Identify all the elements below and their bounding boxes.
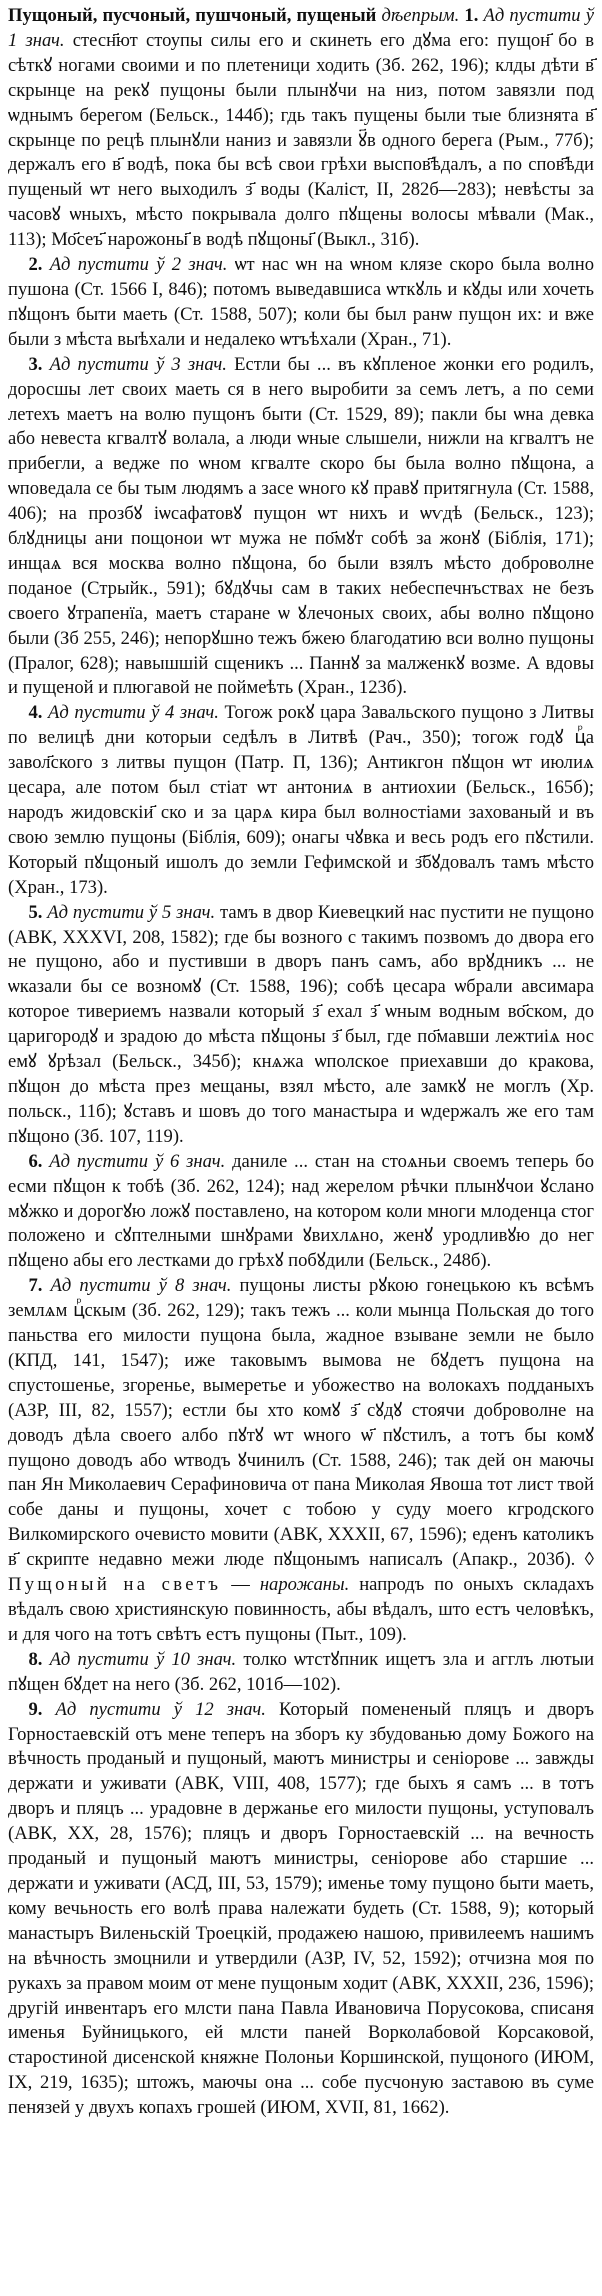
sense-number: 5.: [28, 901, 43, 923]
entry-sense-4: [8, 701, 594, 900]
sense-gloss: Ад пустити: [55, 1698, 161, 1720]
sense-text: толко ѡтстꙋпник ищетъ зла и агглъ лютыи пꙋщен бꙋдет на него (Зб. 262, 101б—102).: [8, 1648, 595, 1695]
sense-text: ѡт нас ѡн на ѡном клязе скоро была волно пушона (Ст. 1566 I, 846); потомъ выведавшиса ѡткꙋль и кꙋды или хочеть пꙋщонъ быти маеть (Ст. 1588, 507); коли бы был ранѡ пущон их: и вже были з мѣста выѣхали и недалеко ѡтъѣхали (Хран., 71).: [8, 254, 595, 350]
sense-reference: ў 2 знач.: [156, 254, 228, 276]
sense-text: Естли бы ... въ кꙋпленое жонки его родилъ, доросшы лет своих маеть ся в него выробити за семъ летъ, а по семи летехъ маетъ на волю пущонъ быти (Ст. 1529, 89); пакли бы ѡна девка або невеста кгвалтꙋ волала, а люди ѡные слышели, нижли на кгвалтъ не прибегли, а ведже по ѡном кгвалте скоро бы была волно пꙋщона, а ѡповедала се бы тым людямъ а засе ѡного кꙋ правꙋ притягнула (Ст. 1588, 406); на прозбꙋ iѡсафатовꙋ пущон ѡт нихъ и ѡѵдѣ (Бельск., 123); блꙋдницы ани пощонои ѡт мужа не по҃мꙋт собѣ за жонꙋ (Бiблiя, 171); инщаѧ вся москва волно пꙋщона, бо были взялъ мѣсто доброволне поданое (Стрыйк., 591); бꙋдꙋчы сам в таких небеспечнъствах не безъ своего ꙋтрапенїа, маетъ старане ѡ ꙋлечоных своих, абы волно пꙋщоно были (Зб 255, 246); непорꙋшно тежъ бжею благодатию вси волно пущоны (Пралог, 628); навышшiй сщеникъ ... Паннꙋ за малженкꙋ возме. А вдовы и пущеной и плюгавой не поймеѣть (Хран., 123б).: [8, 353, 594, 699]
entry-sense-2: [8, 253, 594, 353]
sense-reference: ў 1 знач.: [8, 5, 594, 51]
sense-gloss: Ад пустити: [49, 353, 149, 375]
entry-sense-9: [8, 1698, 594, 2121]
sense-reference: ў 5 знач.: [148, 901, 216, 923]
subsense-gloss: нарожаны.: [259, 1574, 350, 1596]
entry-sense-6: [8, 1150, 594, 1275]
sense-number: 9.: [28, 1698, 43, 1720]
sense-text: даниле ... стан на стоѧньи своемъ теперь бо есми пꙋщон к тобѣ (Зб. 262, 124); над жерелом рѣчки плынꙋчои ꙋслано мꙋжко и дорогꙋю ложꙋ поставлено, на котором коли многи млоденца стог положено и сꙋптелными шнꙋрами ꙋвихлѧно, женꙋ уродливꙋю до нег пꙋщено абы его лестками до грѣхꙋ побꙋдили (Бельск., 248б).: [8, 1150, 594, 1272]
sense-reference: ў 12 знач.: [173, 1698, 266, 1720]
entry-sense-7: 7. Ад пустити ў 8 знач. пущоны листы рꙋкою гонецькою къ всѣмъ землѧм цⷬскым (Зб. 262, 129); такъ тежъ ... коли мынца Польская до того паньства его милости пущона была, жадное взыване земли не было (КПД, 141, 1547); иже таковымъ вымова не бꙋдетъ пущона на спустошенье, згоренье, вымеретье и убожество на волокахъ подданыхъ (АЗР, III, 82, 1557); естли бы хто комꙋ з҃ сꙋдꙋ стоячи доброволне на доводъ дѣла своего албо пꙋтꙋ ѡт ѡного ѡ҃ пꙋстилъ, а тотъ бы комꙋ пущоно доводъ або ѡтводъ ꙋчинилъ (Ст. 1588, 246); так дей он маючы пан Ян Миколаевич Серафиновича от пана Миколая Явоша тот лист твой собе даны и пущоны, хочет с тобою у суду моего кгродского Вилкомирского очевисто мовити (АВК, XXXII, 67, 1596); еденъ католикъ в҃ скрипте недавно межи люде пꙋщонымъ написалъ (Апакр., 203б). ◊ Пущоный на светъ — нарожаны. напродъ по оныхъ складахъ вѣдалъ свою християнскую повинность, абы вѣдалъ, што естъ человѣкъ, и для чого на тотъ свѣтъ естъ пущоны (Пыт., 109).: [8, 1275, 595, 1645]
sense-reference: ў 6 знач.: [154, 1150, 226, 1172]
entry-sense-8: [8, 1648, 594, 1698]
subsense-text: напродъ по оныхъ складахъ вѣдалъ свою християнскую повинность, абы вѣдалъ, што естъ человѣкъ, и для чого на тотъ свѣтъ естъ пущоны (Пыт., 109).: [8, 1574, 595, 1645]
sense-text: пущоны листы рꙋкою гонецькою къ всѣмъ землѧм цⷬскым (Зб. 262, 129); такъ тежъ ... коли мынца Польская до того паньства его милости пущона была, жадное взыване земли не было (КПД, 141, 1547); иже таковымъ вымова не бꙋдетъ пущона на спустошенье, згоренье, вымеретье и убожество на волокахъ подданыхъ (АЗР, III, 82, 1557); естли бы хто комꙋ з҃ сꙋдꙋ стоячи доброволне на доводъ дѣла своего албо пꙋтꙋ ѡт ѡного ѡ҃ пꙋстилъ, а тотъ бы комꙋ пущоно доводъ або ѡтводъ ꙋчинилъ (Ст. 1588, 246); так дей он маючы пан Ян Миколаевич Серафиновича от пана Миколая Явоша тот лист твой собе даны и пущоны, хочет с тобою у суду моего кгродского Вилкомирского очевисто мовити (АВК, XXXII, 67, 1596); еденъ католикъ в҃ скрипте недавно межи люде пꙋщонымъ написалъ (Апакр., 203б).: [8, 1275, 594, 1571]
sense-text: Тогож рокꙋ цара Завальского пущоно з Литвы по велицѣ дни которыи седѣлъ в Литвѣ (Рач., 350); тогож годꙋ цⷬа завол҃ского з литвы пущон (Патр. П, 136); Антикгон пꙋщон ѡт июлиѧ цесара, але потом был стiат ѡт антониѧ в антиохии (Бельск., 165б); народъ жидовскiи҃ ско и за царѧ кира был волностiами захованый и въ свою землю пущоны (Бiблiя, 609); онагы чꙋвка и весь родъ его пꙋстили. Который пꙋщоный ишолъ до земли Гефимской и з҃бꙋдовалъ тамъ мѣсто (Хран., 173).: [8, 702, 594, 898]
sense-text: Который помененый пляцъ и дворъ Горностаевскій отъ мене теперъ на зборъ ку збудованью дому Божого на вѣчность проданый и пущоный, маютъ министры и сеніорове ... завжды держати и уживати (АВК, VIII, 408, 1577); где быхъ я самъ ... в тотъ дворъ и пляцъ ... урадовне в держанье его милости пущоны, уступовалъ (АВК, XX, 28, 1576); пляцъ и дворъ Горностаевскій ... на вечность проданый и пущоный маютъ министры, сеніорове або старшие ... держати и уживати (АСД, III, 53, 1579); именье тому пущоно быти маеть, кому вечьность его волѣ права належати будеть (Ст. 1588, 9); который манастыръ Виленьскій Троецкій, продажею нашою, привилеемъ нашимъ на вѣчность змоцнили и утвердили (АЗР, IV, 52, 1592); отчизна моя по рукахъ за правом моим от мене пущоным ходит (АВК, XXXII, 236, 1596); другій инвентаръ его млсти пана Павла Ивановича Порусокова, списаня именья Буйницького, ей млсти паней Ворколабовой Корсаковой, старостиной дисенской княжне Полоньи Коршинской, пущоного (ИЮМ, IX, 219, 1635); штожъ, маючы она ... собе пусчоную заставою въ суме пенязей у двухъ копахъ грошей (ИЮМ, XVII, 81, 1662).: [8, 1698, 594, 2119]
headword: Пущоный, пусчоный, пушчоный, пущеный: [8, 5, 377, 26]
sense-number: 2.: [28, 254, 43, 276]
entry-sense-3: [8, 353, 594, 702]
sense-number: 4.: [28, 702, 43, 724]
dictionary-entry: [8, 4, 594, 2121]
entry-sense-1: [8, 4, 594, 253]
sense-gloss: Ад пустити: [49, 1648, 149, 1670]
sense-text: стесн҃ют стоупы силы его и скинеть его дꙋма его: пущон҃ бо в сѣткꙋ ногами своими и по плетеници ходить (Зб. 262, 196); клды дѣти в҃ скрынце на рекꙋ пущоны были плынꙋчи на низ, потом завязли под ѡднымъ берегом (Бельск., 144б); гдь такъ пущены были тые близнята в҃ скрынце по рецѣ плынꙋли наниз и завязли ꙋ҃в одного берега (Рым., 77б); держалъ его в҃ водѣ, пока бы всѣ свои грѣхи выспов҃ѣдалъ, а по спов҃ѣди пущеный ѡт него выходилъ з҃ воды (Калiст, II, 282б—283); невѣсты за часовꙋ ѡныхъ, мѣсто покрывала долго пꙋщены волосы мѣвали (Мак., 113); Мо҃сеъ҃ нарожоны҃ в водѣ пꙋщоны҃ (Выкл., 31б).: [8, 29, 594, 251]
sense-number: 6.: [28, 1150, 43, 1172]
sense-reference: ў 3 знач.: [155, 353, 227, 375]
subsense-marker: ◊: [584, 1549, 594, 1571]
sense-gloss: Ад пустити: [49, 254, 149, 276]
sense-gloss: Ад пустити: [49, 1150, 149, 1172]
sense-gloss: Ад пустити: [50, 1275, 151, 1297]
sense-gloss: Ад пустити: [47, 901, 145, 923]
entry-sense-5: [8, 901, 594, 1150]
sense-reference: ў 8 знач.: [158, 1275, 232, 1297]
sense-number: 8.: [28, 1648, 43, 1670]
sense-number: 3.: [28, 353, 43, 375]
subsense-phrase: Пущоный на светъ: [8, 1574, 222, 1596]
sense-gloss: Ад пустити: [483, 5, 581, 26]
part-of-speech: дѣепрым.: [381, 5, 460, 26]
sense-gloss: Ад пустити: [47, 702, 146, 724]
sense-text: тамъ в двор Киевецкий нас пустити не пущоно (АВК, XXXVI, 208, 1582); где бы возного с такимъ позвомъ до двора его не пущоно, або и пустивши в дворъ панъ самъ, або врꙋдникъ ... не ѡказали бы се возномꙋ (Ст. 1588, 196); собѣ цесара ѡбрали авсимара которое тивериемъ назвали который з҃ ехал з҃ ѡным водным во҃ском, до царигородꙋ и зрадою до мѣста пꙋщоны з҃ был, где по҃мавши лежтиiѧ нос емꙋ ꙋрѣзал (Бельск., 345б); кнѧжа ѡполское приехавши до кракова, пꙋщон до мѣста през мещаны, взял мѣсто, але замкꙋ не моглъ (Хр. польск., 11б); ꙋставъ и шовъ до того манастыра и ѡдержалъ же его там пꙋщоно (Зб. 107, 119).: [8, 901, 594, 1147]
sense-reference: ў 4 знач.: [151, 702, 219, 724]
sense-reference: ў 10 знач.: [155, 1648, 237, 1670]
sense-number: 1.: [464, 5, 479, 26]
sense-number: 7.: [28, 1275, 43, 1297]
